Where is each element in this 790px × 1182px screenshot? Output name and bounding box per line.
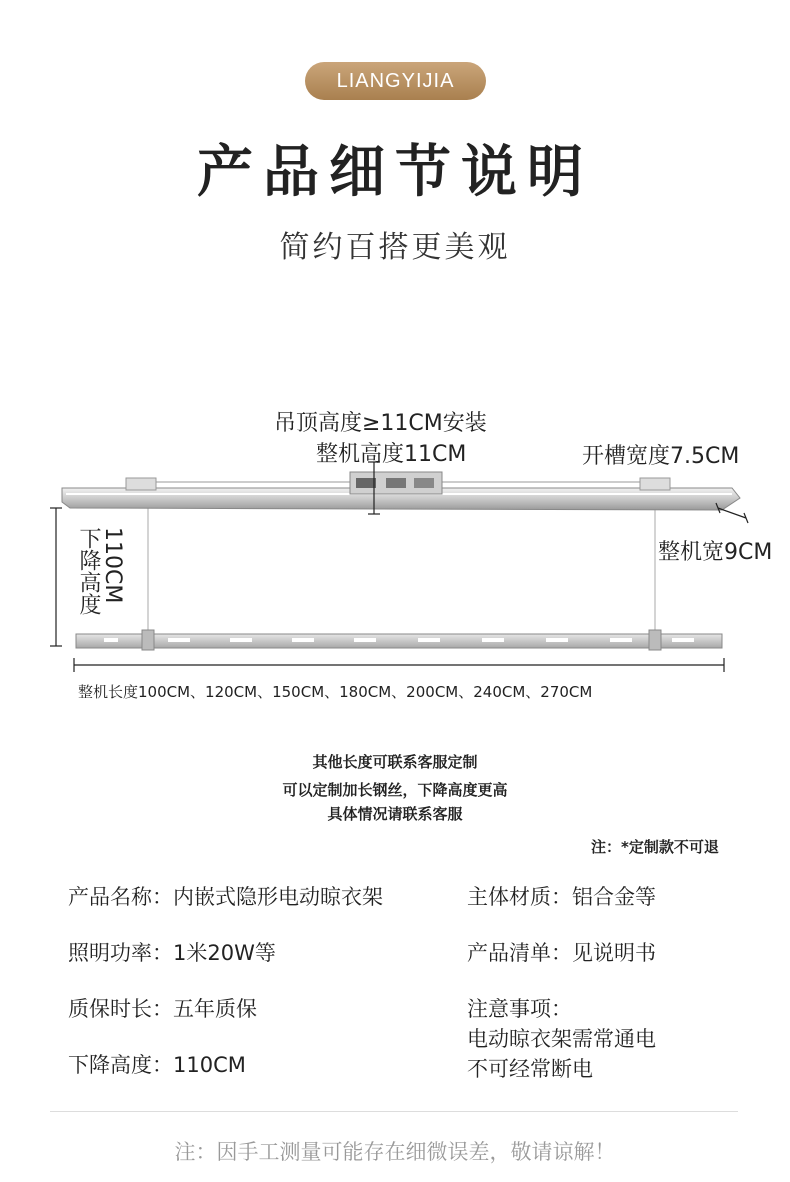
drop-height-text: 下降高度	[76, 527, 101, 615]
slot-width-label: 开槽宽度7.5CM	[582, 444, 740, 469]
spec-package-list: 产品清单：见说明书	[467, 941, 656, 965]
spec-power: 照明功率：1米20W等	[68, 941, 276, 965]
custom-disclaimer: 注：*定制款不可退	[591, 838, 719, 856]
note-line-2: 可以定制加长钢丝，下降高度更高	[282, 781, 508, 799]
ceiling-height-label: 吊顶高度≥11CM安装	[274, 411, 487, 436]
page-title: 产品细节说明	[197, 140, 593, 205]
spec-drop-height: 下降高度：110CM	[68, 1053, 246, 1077]
footer-note: 注：因手工测量可能存在细微误差，敬请谅解！	[174, 1140, 616, 1164]
hanging-bar	[76, 630, 722, 650]
note-line-3: 具体情况请联系客服	[327, 805, 463, 823]
machine-height-label: 整机高度11CM	[316, 442, 467, 467]
spec-material: 主体材质：铝合金等	[467, 885, 656, 909]
spec-attention-title: 注意事项：	[467, 997, 572, 1021]
spec-product-name: 产品名称：内嵌式隐形电动晾衣架	[68, 885, 383, 909]
spec-attention-line-1: 电动晾衣架需常通电	[467, 1027, 656, 1051]
length-options-label: 整机长度100CM、120CM、150CM、180CM、200CM、240CM、270CM	[78, 683, 593, 701]
spec-warranty: 质保时长：五年质保	[68, 997, 257, 1021]
ceiling-rail	[62, 472, 740, 510]
brand-text: LIANGYIJIA	[336, 69, 455, 92]
divider	[50, 1111, 738, 1112]
spec-attention-line-2: 不可经常断电	[467, 1057, 593, 1081]
note-line-1: 其他长度可联系客服定制	[312, 753, 478, 771]
width-indicator	[718, 508, 746, 518]
drop-height-value: 110CM	[100, 527, 125, 604]
machine-width-label: 整机宽9CM	[658, 540, 773, 565]
page-subtitle: 简约百搭更美观	[279, 230, 511, 265]
